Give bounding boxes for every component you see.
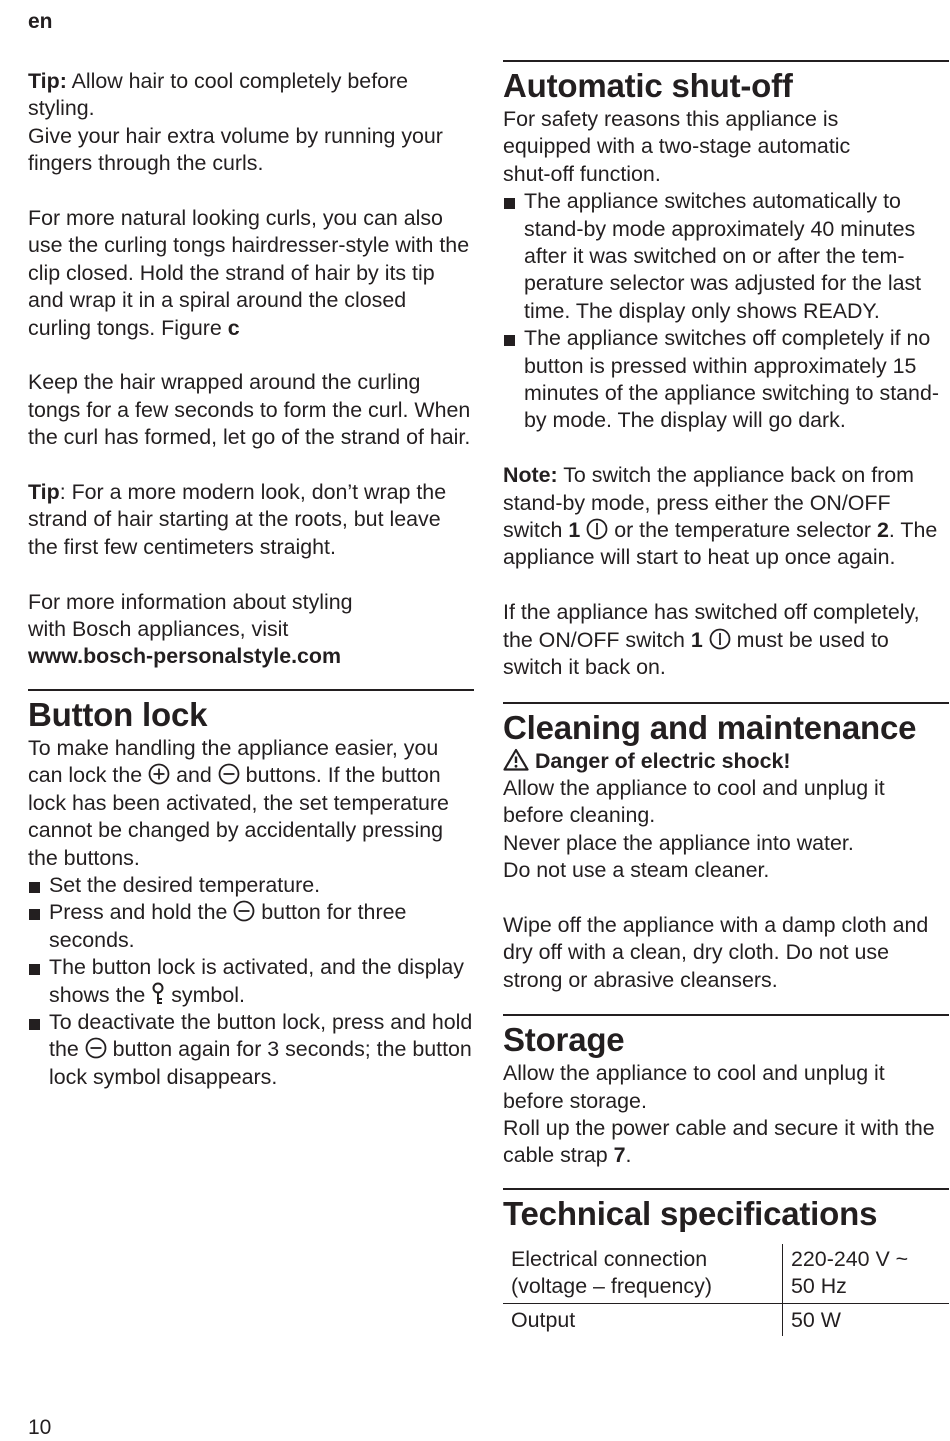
warning-triangle-icon [503, 748, 529, 771]
storage-text: Roll up the power cable and secure it with the cable strap [503, 1115, 935, 1168]
right-column [503, 60, 949, 1336]
spec-value: 50 W [791, 1307, 841, 1332]
strap-number: 7 [613, 1143, 626, 1168]
storage-text: . [625, 1143, 632, 1168]
list-item [28, 899, 474, 954]
button-lock-intro-text: To make handling the appliance easier, you can lock the [28, 735, 439, 788]
table-cell [783, 1303, 950, 1336]
section-divider [503, 60, 949, 62]
step-text: symbol. [171, 982, 245, 1007]
storage-line: Allow the appliance to cool and unplug it before storage. [503, 1061, 885, 1113]
note-label: Note: [503, 463, 558, 488]
wipe-paragraph: Wipe off the appliance with a damp cloth and dry off with a clean, dry cloth. Do not use strong or abrasive cleansers. [503, 912, 929, 992]
section-divider [503, 1188, 949, 1190]
tip-modern-paragraph [28, 479, 474, 561]
tip-modern-label: Tip [28, 480, 60, 505]
cleaning-line: Do not use a steam cleaner. [503, 858, 770, 883]
table-cell [503, 1244, 783, 1303]
step-text: The button lock is activated, and the display shows the [49, 955, 464, 1007]
auto-shutoff-intro: For safety reasons this appliance is equipped with a two-stage automatic shut-off function. [503, 107, 851, 186]
note-text: or the temperature selector [614, 518, 872, 543]
left-column [28, 68, 474, 1091]
switch-number: 1 [568, 518, 581, 543]
specs-heading: Technical specifications [503, 1194, 878, 1232]
list-item [28, 954, 474, 1009]
list-item: The appliance switches automatically to stand-by mode approximately 40 minutes after it was switched on or after the temperature selector was adjusted for the last time. The display only shows READY. [503, 188, 949, 325]
language-code: en [28, 10, 53, 33]
power-switch-icon [709, 628, 731, 650]
switch-number: 1 [690, 627, 703, 652]
storage-line [503, 1115, 949, 1170]
button-lock-intro-and: and [176, 763, 212, 788]
minus-button-icon [218, 763, 240, 785]
step-text: To deactivate the button lock, press and hold the [49, 1009, 473, 1062]
spec-label: Electrical connection [511, 1246, 708, 1271]
page-number: 10 [28, 1416, 52, 1439]
table-row [503, 1303, 949, 1336]
spec-value: 220-240 V ~ [791, 1246, 909, 1271]
natural-curls-paragraph [28, 205, 474, 342]
note-text: To switch the appliance back on from stand-by mode, press either the ON/OFF switch [503, 463, 914, 543]
section-divider [503, 702, 949, 704]
table-cell [783, 1244, 950, 1303]
button-lock-heading: Button lock [28, 695, 208, 733]
list-item: Set the desired temperature. [28, 872, 474, 899]
button-lock-intro [28, 735, 474, 872]
note-text: . The appliance will start to heat up once again. [503, 518, 938, 570]
off-text: If the appliance has switched off completely, the ON/OFF switch [503, 600, 920, 652]
step-text: Press and hold the [49, 900, 228, 925]
button-lock-intro-rest: buttons. If the button lock has been activated, the set temperature cannot be changed by accidentally pressing the buttons. [28, 763, 449, 870]
list-item [28, 1009, 474, 1091]
cleaning-line: Never place the appliance into water. [503, 830, 854, 855]
cleaning-line: Allow the appliance to cool and unplug it before cleaning. [503, 775, 885, 828]
tip-paragraph [28, 68, 474, 123]
spec-label: (voltage – frequency) [511, 1274, 712, 1299]
table-row [503, 1244, 949, 1303]
power-switch-icon [586, 518, 608, 540]
auto-shutoff-list [503, 188, 949, 435]
tip-label: Tip: [28, 69, 67, 93]
bosch-website-link[interactable]: www.bosch-personalstyle.com [28, 644, 342, 669]
figure-ref: c [227, 315, 240, 340]
switched-off-paragraph [503, 599, 949, 681]
button-lock-steps [28, 872, 474, 1091]
cleaning-heading: Cleaning and maintenance [503, 708, 917, 746]
tip-modern-text: : For a more modern look, don’t wrap the strand of hair starting at the roots, but leave the first few centimeters straight. [28, 480, 447, 559]
plus-button-icon [148, 763, 170, 785]
table-cell [503, 1303, 783, 1336]
note-paragraph [503, 462, 949, 572]
off-text: must be used to switch it back on. [503, 627, 889, 680]
step-text: button for three seconds. [49, 900, 407, 952]
specs-table [503, 1244, 949, 1336]
storage-heading: Storage [503, 1021, 625, 1059]
natural-curls-text: For more natural looking curls, you can also use the curling tongs hairdresser-style with the clip closed. Hold the strand of hair by its tip and wrap it in a spiral around the closed curling tongs. Figure [28, 206, 470, 340]
keep-wrapped-paragraph: Keep the hair wrapped around the curling tongs for a few seconds to form the curl. When the curl has formed, let go of the strand of hair. [28, 370, 471, 450]
list-item: The appliance switches off completely if no button is pressed within approximately 15 minutes of the appliance switching to stand-by mode. The display will go dark. [503, 325, 949, 435]
spec-label: Output [511, 1307, 576, 1332]
section-divider [503, 1014, 949, 1016]
section-divider [28, 689, 474, 691]
danger-warning [503, 748, 949, 775]
volume-paragraph: Give your hair extra volume by running your fingers through the curls. [28, 123, 443, 176]
tip-text: Allow hair to cool completely before styling. [28, 69, 409, 121]
spec-value: 50 Hz [791, 1274, 847, 1299]
auto-shutoff-heading: Automatic shut-off [503, 67, 793, 104]
minus-button-icon [85, 1037, 107, 1059]
step-text: button again for 3 seconds; the button lock symbol disappears. [49, 1037, 472, 1089]
key-lock-icon [151, 982, 165, 1006]
selector-number: 2 [876, 518, 889, 543]
danger-text: Danger of electric shock! [534, 748, 791, 773]
minus-button-icon [233, 900, 255, 922]
more-info-paragraph: For more information about styling with Bosch appliances, visit [28, 589, 353, 642]
